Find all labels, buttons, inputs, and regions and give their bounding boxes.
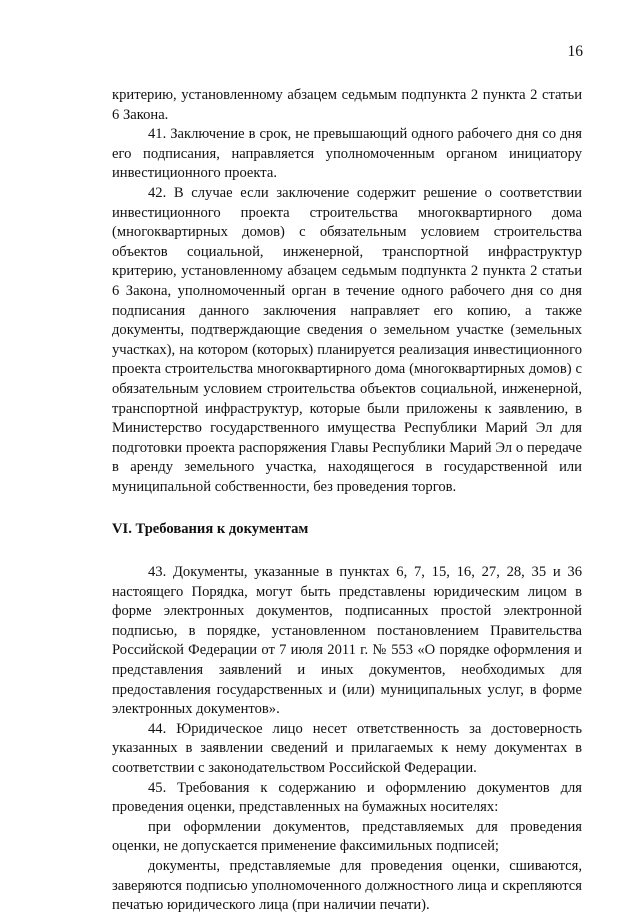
paragraph-44: 44. Юридическое лицо несет ответственность за достоверность указанных в заявлении сведений и прилагаемых к нему документах в соответствии с законодательством Российской Федерации. xyxy=(112,720,582,776)
document-body xyxy=(112,86,582,916)
paragraph-continuation: критерию, установленному абзацем седьмым подпункта 2 пункта 2 статьи 6 Закона. xyxy=(112,87,582,123)
paragraph-45-item-2: документы, представляемые для проведения оценки, сшиваются, заверяются подписью уполномоченного должностного лица и скрепляются печатью юридического лица (при наличии печати). xyxy=(112,857,582,914)
paragraph-45: 45. Требования к содержанию и оформлению документов для проведения оценки, представленных на бумажных носителях: xyxy=(112,779,582,816)
paragraph-41: 41. Заключение в срок, не превышающий одного рабочего дня со дня его подписания, направляется уполномоченным органом инициатору инвестиционного проекта. xyxy=(112,126,582,182)
section-heading: VI. Требования к документам xyxy=(112,521,309,538)
paragraph-43: 43. Документы, указанные в пунктах 6, 7, 15, 16, 27, 28, 35 и 36 настоящего Порядка, могут быть представлены юридическим лицом в форме электронных документов, подписанных простой электронной подписью, в порядке, установленном постановлением Правительства Российской Федерации от 7 июля 2011 г. № 553 «О порядке оформления и представления заявлений и иных документов, необходимых для предоставления государственных и (или) муниципальных услуг, в форме электронных документов». xyxy=(112,564,582,718)
paragraph-45-item-1: при оформлении документов, представляемых для проведения оценки, не допускается применение факсимильных подписей; xyxy=(112,818,582,855)
paragraph-42: 42. В случае если заключение содержит решение о соответствии инвестиционного проекта строительства многоквартирного дома (многоквартирных домов) с обязательным условием строительства объектов социальной, инженерной, транспортной инфраструктур критерию, установленному абзацем седьмым подпункта 2 пункта 2 статьи 6 Закона, уполномоченный орган в течение одного рабочего дня со дня подписания данного заключения направляет его копию, а также документы, подтверждающие сведения о земельном участке (земельных участках), на котором (которых) планируется реализация инвестиционного проекта строительства многоквартирного дома (многоквартирных домов) с обязательным условием строительства объектов социальной, инженерной, транспортной инфраструктур, которые были приложены к заявлению, в Министерство государственного имущества Республики Марий Эл для подготовки проекта распоряжения Главы Республики Марий Эл о передаче в аренду земельного участка, находящегося в государственной или муниципальной собственности, без проведения торгов. xyxy=(112,184,582,495)
page-number: 16 xyxy=(567,43,583,60)
